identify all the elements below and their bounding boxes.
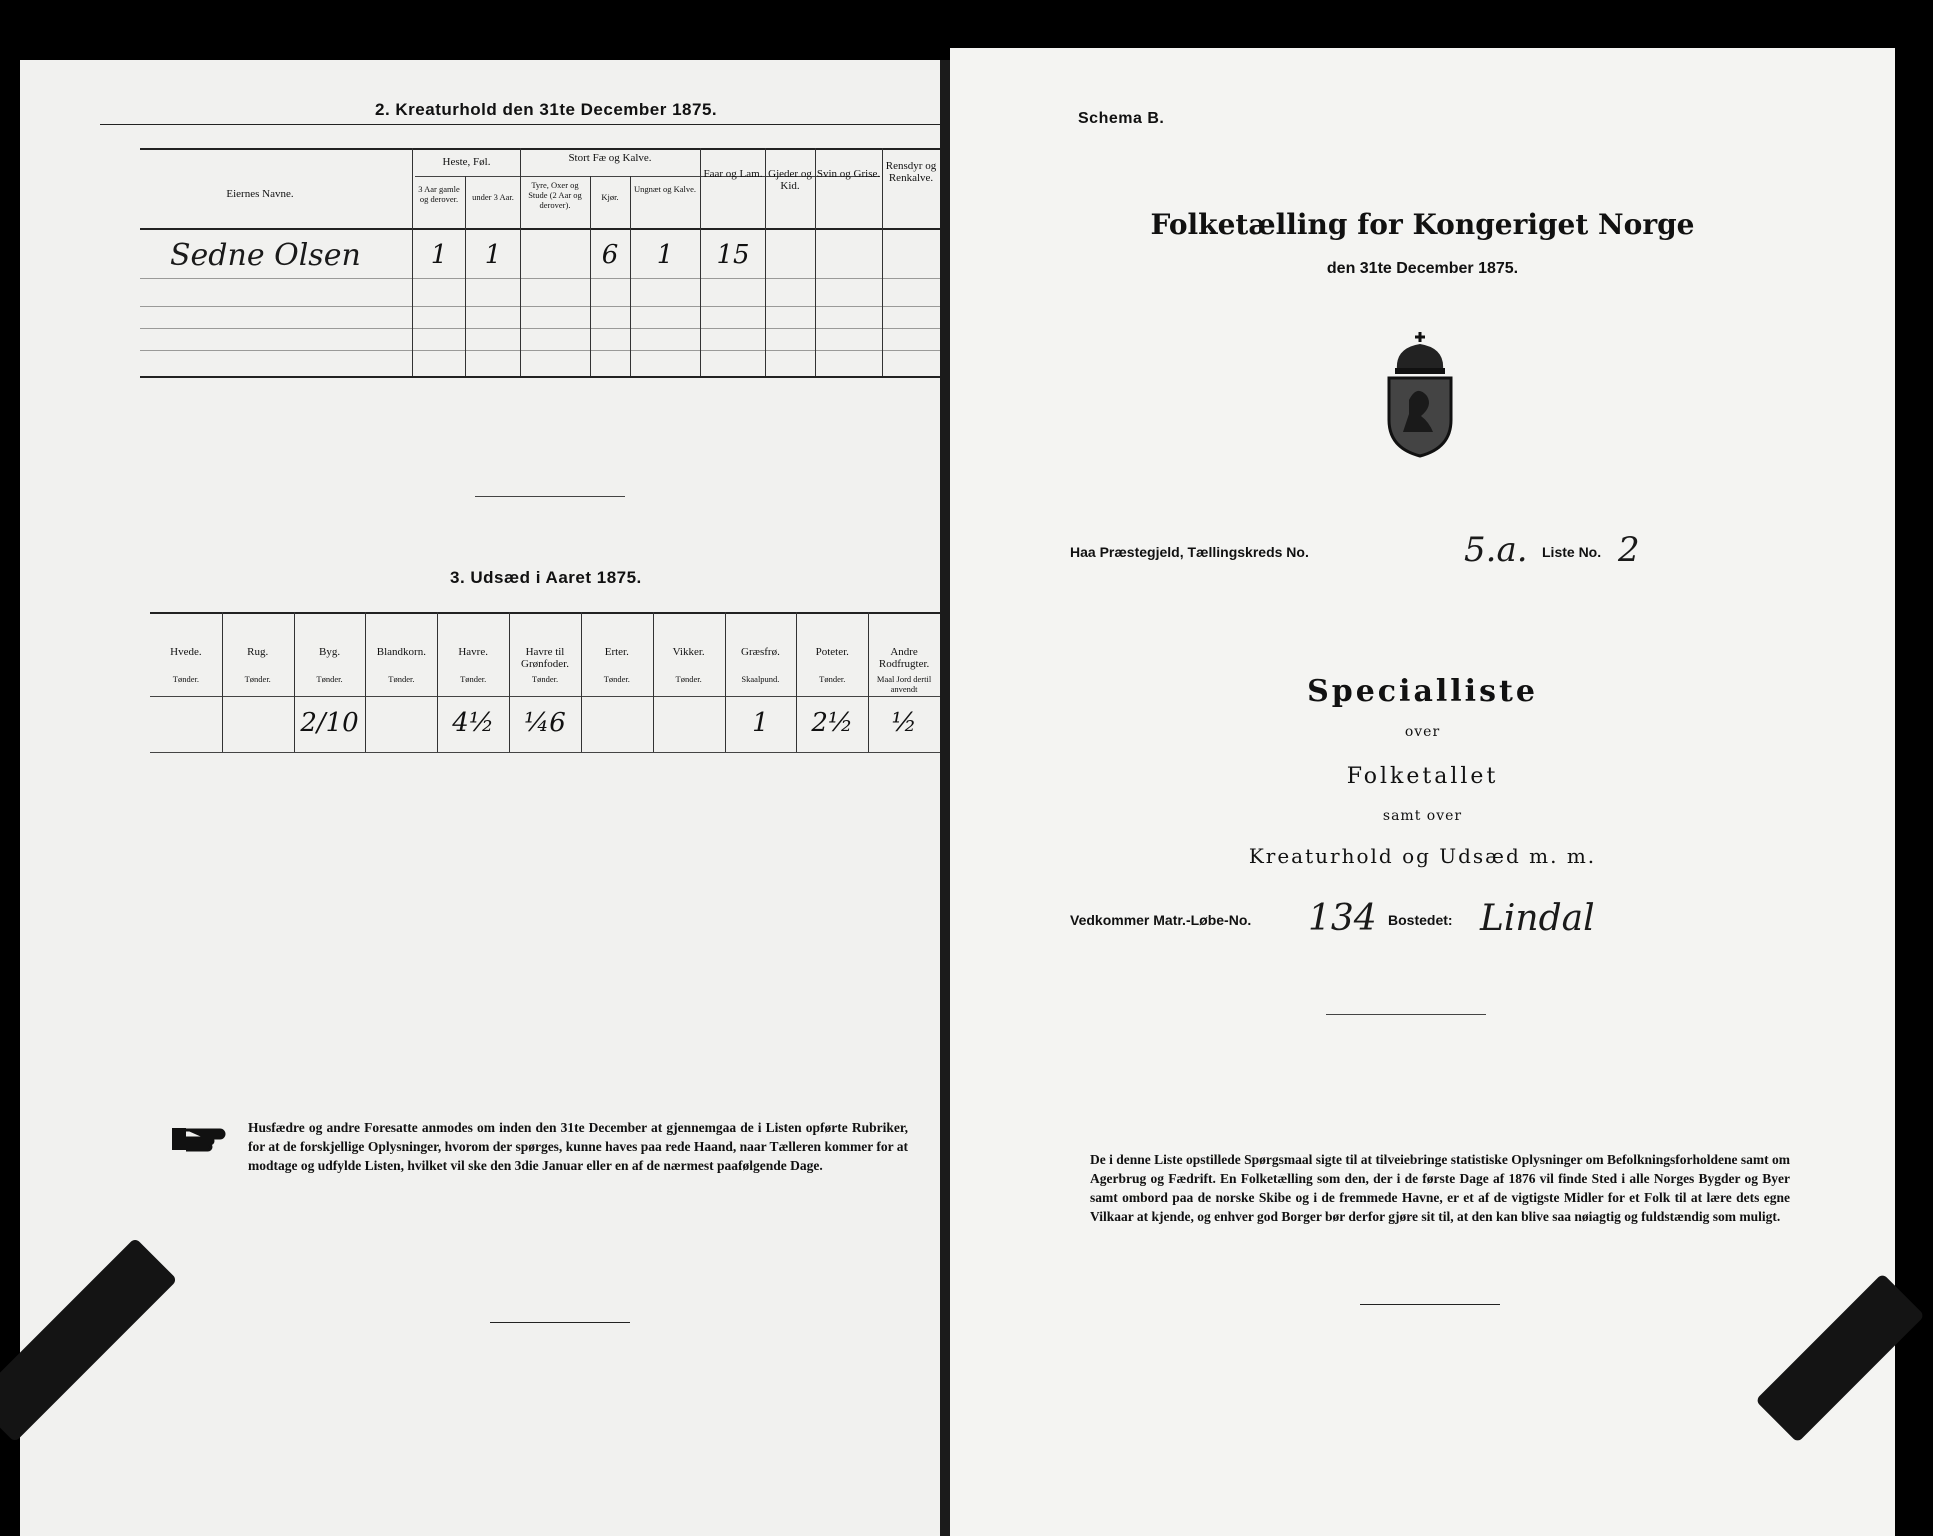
kjor-header: Kjør. (601, 192, 619, 202)
kjor-value: 6 (601, 240, 619, 270)
seed-col-value: 2/10 (300, 708, 359, 738)
faar-value: 15 (716, 240, 750, 270)
seed-col-value: 1 (752, 708, 769, 738)
matr-line (1070, 898, 1830, 948)
seed-col-unit: Tønder. (603, 674, 630, 684)
schema-label: Schema B. (1078, 110, 1165, 127)
location-line (1070, 530, 1830, 576)
matr-label: Vedkommer Matr.-Løbe-No. (1070, 912, 1252, 928)
separator (475, 496, 625, 497)
seed-col-unit: Tønder. (316, 674, 343, 684)
seed-col-unit: Tønder. (675, 674, 702, 684)
right-page (950, 48, 1895, 1536)
heste-young-header: under 3 Aar. (472, 192, 514, 202)
bostedet-value: Lindal (1480, 898, 1595, 939)
table-bottom-rule (150, 752, 940, 753)
header-bottom-rule (150, 696, 940, 697)
liste-label: Liste No. (1542, 544, 1602, 560)
bostedet-label: Bostedet: (1388, 912, 1453, 928)
col-rule (700, 148, 701, 376)
seed-col-unit: Tønder. (531, 674, 559, 684)
table-top-rule (150, 612, 940, 614)
seed-col-name: Blandkorn. (376, 646, 426, 658)
section-2-title: 2. Kreaturhold den 31te December 1875. (375, 100, 718, 119)
samt-over-text: samt over (1382, 808, 1463, 824)
row-rule (140, 306, 940, 307)
seed-col-name: Andre Rodfrugter. (878, 646, 930, 670)
col-rule (815, 148, 816, 376)
spine (940, 60, 950, 1536)
svin-header: Svin og Grise. (816, 168, 881, 180)
notice-text: Husfædre og andre Foresatte anmodes om inden den 31te December at gjennemgaa de i Listen opførte Rubriker, for at de forskjellige Oplysninger, hvorom der spørges, kunne haves paa rede Haand, naar Tælleren kommer for at modtage og udfylde Listen, hvilket vil ske den 3die Januar eller en af de nærmest paafølgende Dage. (248, 1120, 908, 1173)
over-text: over (1404, 724, 1441, 740)
kreds-number: 5.a. (1464, 530, 1528, 570)
col-rule (465, 176, 466, 376)
seed-col-name: Græsfrø. (741, 646, 780, 658)
owner-header: Eiernes Navne. (226, 188, 294, 200)
seed-col-name: Hvede. (170, 646, 202, 658)
row-rule (140, 350, 940, 351)
seed-col-name: Havre. (458, 646, 488, 658)
separator (1326, 1014, 1486, 1015)
table-top-rule (140, 148, 940, 150)
left-page (20, 60, 940, 1536)
seed-col-name: Byg. (318, 646, 341, 658)
row-rule (140, 278, 940, 279)
main-title: Folketælling for Kongeriget Norge (1150, 208, 1695, 241)
location-prefix: Haa Præstegjeld, Tællingskreds No. (1070, 544, 1309, 560)
owner-name: Sedne Olsen (170, 238, 361, 273)
seed-col-unit: Tønder. (244, 674, 271, 684)
seed-col-name: Havre til Grønfoder. (521, 646, 569, 670)
rensdyr-header: Rensdyr og Renkalve. (885, 160, 937, 184)
seed-col-name: Poteter. (815, 646, 849, 658)
folketallet-text: Folketallet (1346, 764, 1499, 789)
section-3-title: 3. Udsæd i Aaret 1875. (450, 568, 642, 587)
closing-rule (1360, 1304, 1500, 1305)
table-bottom-rule (140, 376, 940, 378)
specialliste-heading: Specialliste (1307, 674, 1538, 709)
col-rule (590, 176, 591, 376)
header-bottom-rule (140, 228, 940, 230)
seed-col-name: Vikker. (672, 646, 705, 658)
seed-col-unit: Tønder. (460, 674, 487, 684)
kreaturhold-text: Kreaturhold og Udsæd m. m. (1248, 844, 1597, 868)
binder-clip (1755, 1273, 1925, 1443)
seed-col-value: ½ (891, 708, 917, 738)
tyre-header: Tyre, Oxer og Stude (2 Aar og derover). (528, 180, 582, 210)
pointing-hand-icon (170, 1122, 230, 1158)
date-line: den 31te December 1875. (1326, 260, 1519, 277)
divider (100, 124, 940, 125)
liste-number: 2 (1618, 530, 1640, 570)
binder-clip (0, 1237, 178, 1442)
seed-col-name: Erter. (604, 646, 629, 658)
footer-text: De i denne Liste opstillede Spørgsmaal sigte til at tilveiebringe statistiske Oplysninger om Befolkningsforholdene samt om Agerbrug og Fædrift. En Folketælling som den, der i de første Dage af 1876 vil finde Sted i alle Norges Bygder og Byer samt ombord paa de norske Skibe og i de fremmede Havne, er et af de vigtigste Midler for et Folk til at lære dets egne Vilkaar at kjende, og enhver god Borger bør derfor gjøre sit til, at den kan blive saa nøiagtig og fuldstændig som muligt. (1090, 1152, 1790, 1224)
col-rule (630, 176, 631, 376)
seed-col-unit: Maal Jord dertil anvendt (876, 674, 932, 694)
row-rule (140, 328, 940, 329)
seed-col-value: 2½ (811, 708, 854, 738)
closing-rule (490, 1322, 630, 1323)
coat-of-arms-icon (1375, 330, 1465, 460)
heste-old-value: 1 (430, 240, 448, 270)
stort-fae-header: Stort Fæ og Kalve. (568, 152, 652, 164)
heste-header: Heste, Føl. (442, 156, 491, 168)
heste-old-header: 3 Aar gamle og derover. (418, 184, 460, 204)
seed-col-unit: Skaalpund. (741, 674, 780, 684)
seed-col-value: 4½ (452, 708, 495, 738)
ungnaet-header: Ungnæt og Kalve. (633, 184, 697, 194)
ungnaet-value: 1 (656, 240, 674, 270)
seed-col-unit: Tønder. (819, 674, 846, 684)
seed-col-unit: Tønder. (388, 674, 415, 684)
matr-number: 134 (1308, 898, 1377, 939)
heste-young-value: 1 (484, 240, 502, 270)
faar-header: Faar og Lam. (703, 168, 763, 180)
seed-col-unit: Tønder. (172, 674, 199, 684)
seed-col-value: ¼6 (524, 708, 566, 738)
gjeder-header: Gjeder og Kid. (768, 168, 812, 192)
seed-col-name: Rug. (247, 646, 269, 658)
